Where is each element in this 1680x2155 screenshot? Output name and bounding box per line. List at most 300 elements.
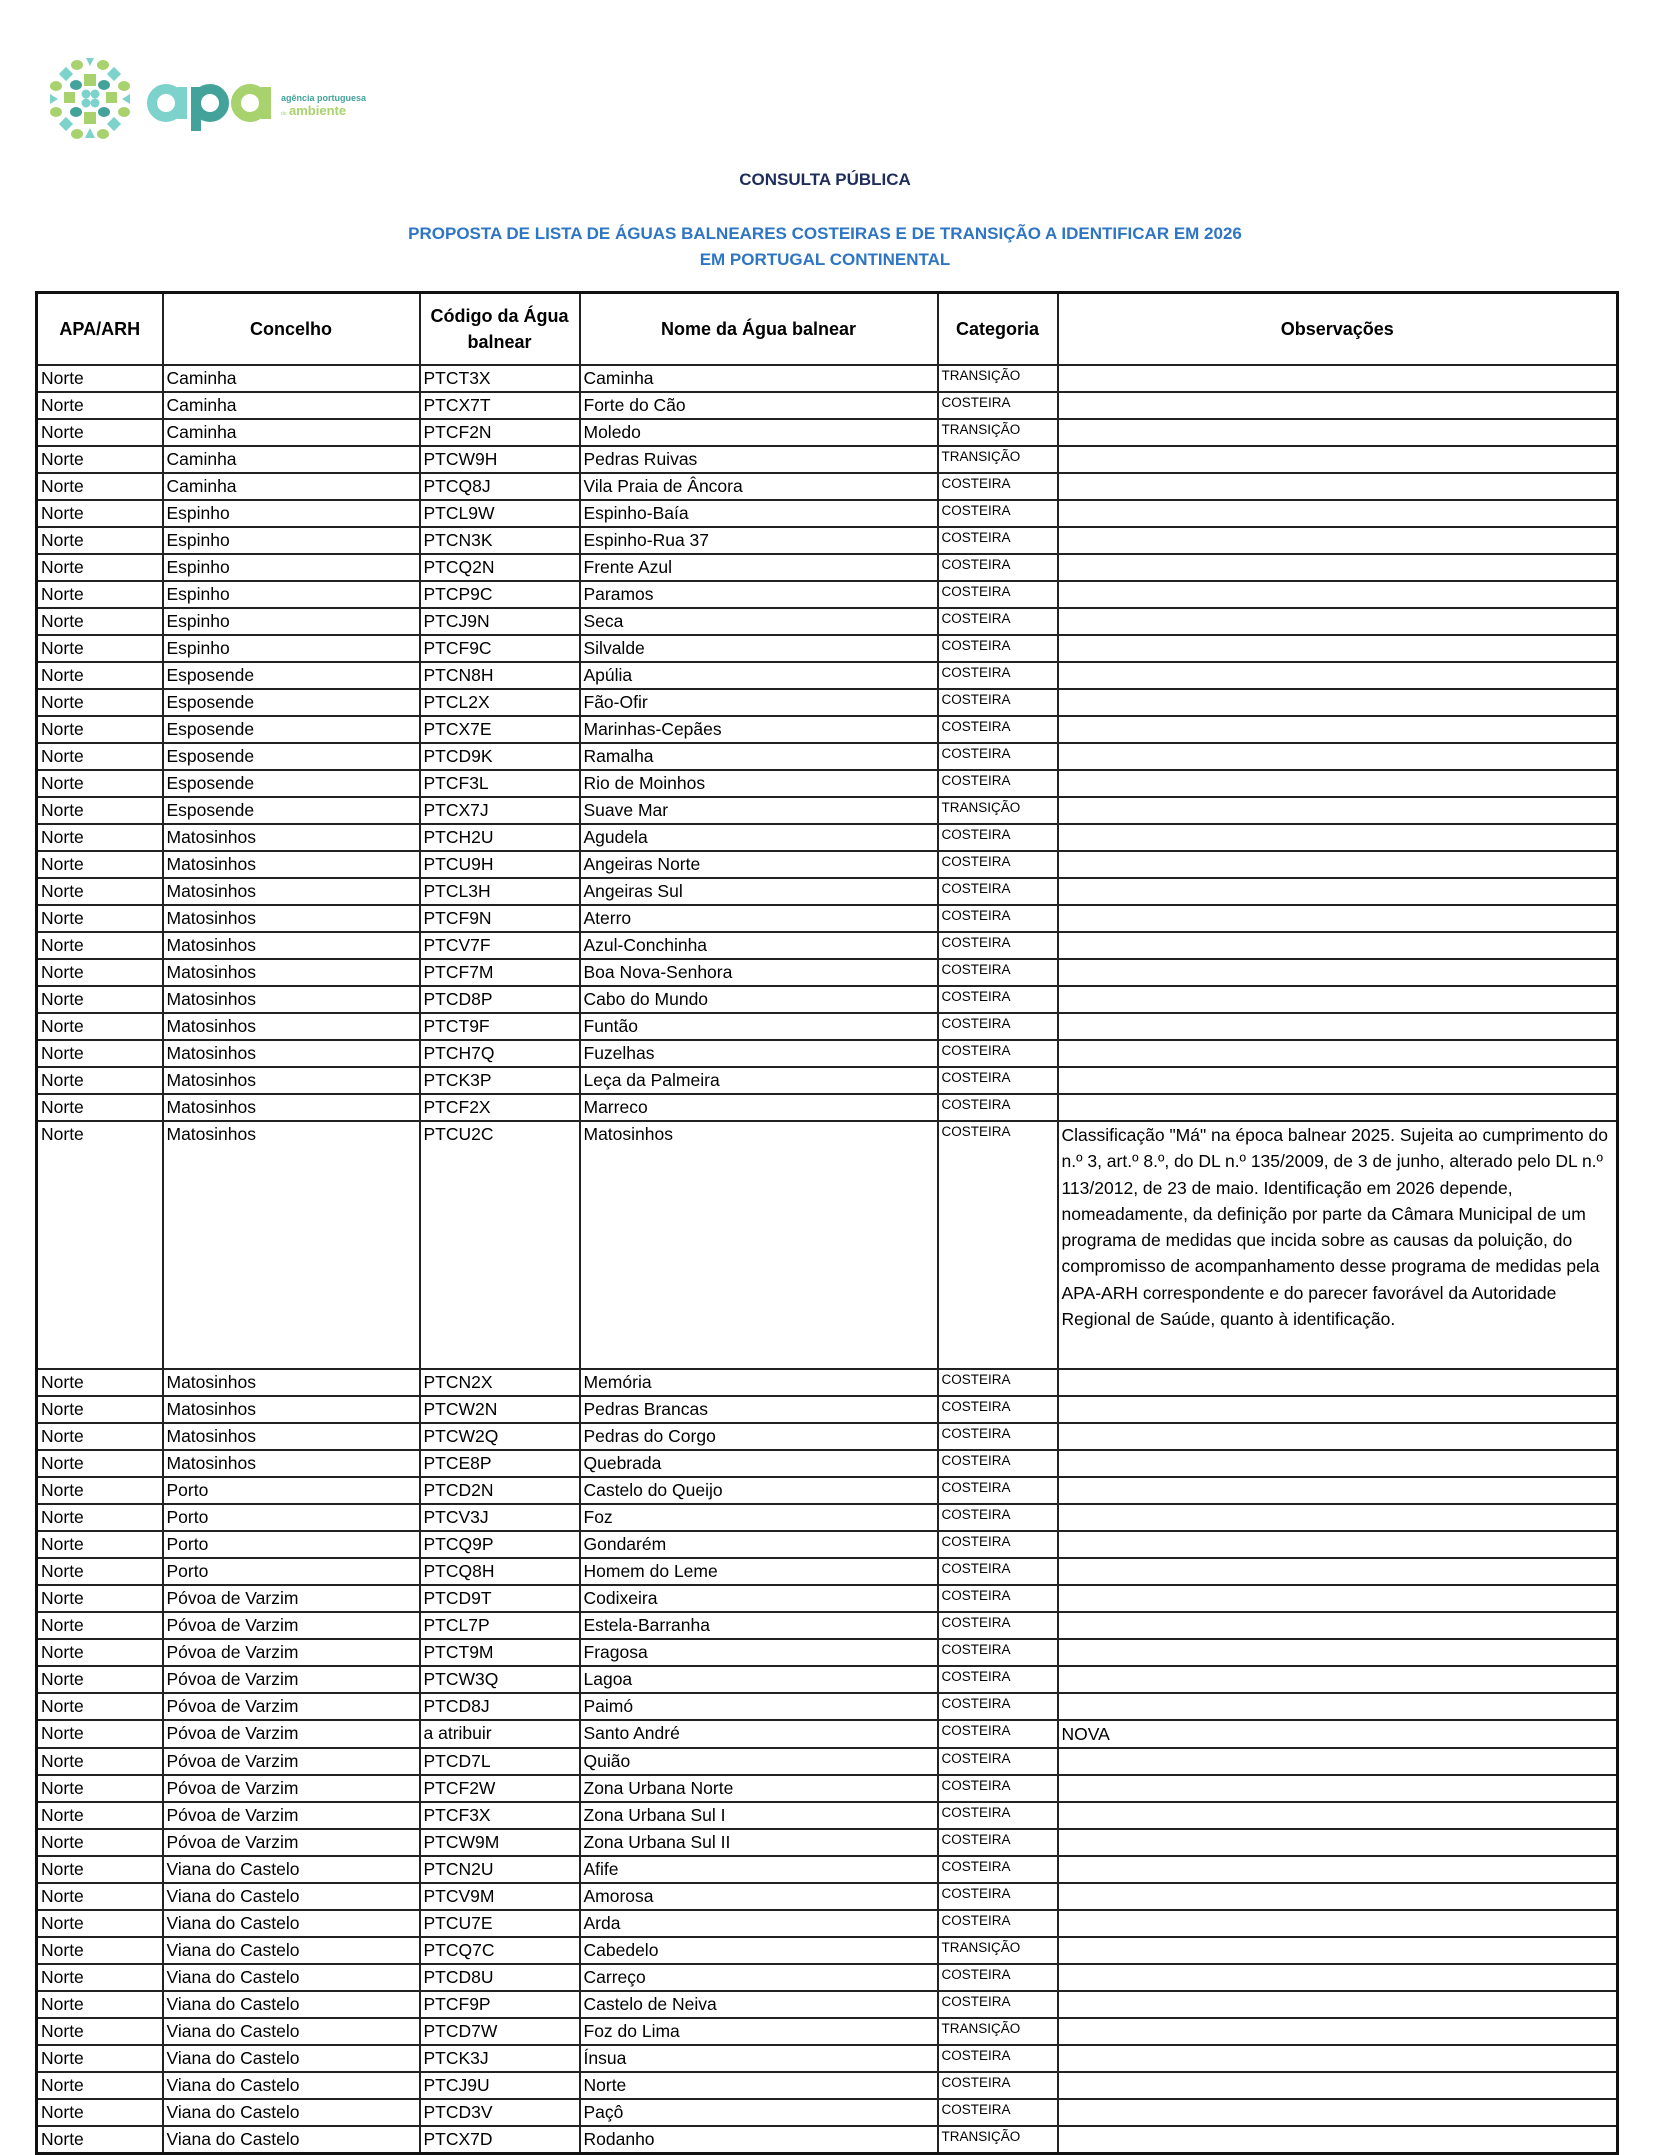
cell-concelho: Póvoa de Varzim — [163, 1693, 420, 1720]
cell-categoria: COSTEIRA — [938, 1964, 1058, 1991]
cell-categoria: COSTEIRA — [938, 770, 1058, 797]
cell-codigo: PTCJ9N — [420, 608, 580, 635]
cell-codigo: PTCL2X — [420, 689, 580, 716]
cell-concelho: Matosinhos — [163, 1040, 420, 1067]
table-row — [37, 878, 1618, 905]
cell-nome: Angeiras Sul — [580, 878, 938, 905]
cell-observacoes — [1058, 986, 1618, 1013]
cell-concelho: Viana do Castelo — [163, 1910, 420, 1937]
cell-concelho: Matosinhos — [163, 932, 420, 959]
cell-nome: Arda — [580, 1910, 938, 1937]
cell-categoria: COSTEIRA — [938, 716, 1058, 743]
column-header-nome: Nome da Água balnear — [580, 293, 938, 366]
cell-nome: Estela-Barranha — [580, 1612, 938, 1639]
cell-concelho: Caminha — [163, 365, 420, 392]
cell-apa-arh: Norte — [37, 851, 163, 878]
cell-categoria: COSTEIRA — [938, 2099, 1058, 2126]
cell-categoria: COSTEIRA — [938, 1802, 1058, 1829]
cell-concelho: Porto — [163, 1558, 420, 1585]
svg-text:ambiente: ambiente — [289, 103, 347, 118]
table-row — [37, 1450, 1618, 1477]
cell-observacoes — [1058, 716, 1618, 743]
cell-apa-arh: Norte — [37, 2018, 163, 2045]
cell-nome: Zona Urbana Sul II — [580, 1829, 938, 1856]
cell-apa-arh: Norte — [37, 527, 163, 554]
cell-categoria: COSTEIRA — [938, 662, 1058, 689]
cell-apa-arh: Norte — [37, 1067, 163, 1094]
cell-codigo: PTCQ7C — [420, 1937, 580, 1964]
table-row — [37, 851, 1618, 878]
cell-observacoes — [1058, 1829, 1618, 1856]
table-row — [37, 905, 1618, 932]
table-row — [37, 1585, 1618, 1612]
cell-apa-arh: Norte — [37, 635, 163, 662]
cell-categoria: COSTEIRA — [938, 500, 1058, 527]
cell-categoria: COSTEIRA — [938, 1067, 1058, 1094]
cell-concelho: Póvoa de Varzim — [163, 1748, 420, 1775]
cell-codigo: PTCQ2N — [420, 554, 580, 581]
page-title: CONSULTA PÚBLICA — [739, 170, 911, 189]
cell-concelho: Porto — [163, 1477, 420, 1504]
cell-nome: Quebrada — [580, 1450, 938, 1477]
cell-categoria: COSTEIRA — [938, 1720, 1058, 1748]
cell-apa-arh: Norte — [37, 1396, 163, 1423]
cell-nome: Seca — [580, 608, 938, 635]
table-row — [37, 1013, 1618, 1040]
table-row — [37, 1477, 1618, 1504]
cell-observacoes — [1058, 1477, 1618, 1504]
cell-observacoes — [1058, 2126, 1618, 2154]
cell-concelho: Matosinhos — [163, 878, 420, 905]
cell-apa-arh: Norte — [37, 554, 163, 581]
cell-observacoes — [1058, 689, 1618, 716]
cell-concelho: Matosinhos — [163, 824, 420, 851]
cell-codigo: PTCF9P — [420, 1991, 580, 2018]
cell-nome: Amorosa — [580, 1883, 938, 1910]
cell-apa-arh: Norte — [37, 1666, 163, 1693]
table-row — [37, 1531, 1618, 1558]
cell-observacoes — [1058, 1585, 1618, 1612]
table-row — [37, 635, 1618, 662]
cell-observacoes — [1058, 1748, 1618, 1775]
cell-observacoes — [1058, 959, 1618, 986]
cell-nome: Gondarém — [580, 1531, 938, 1558]
cell-codigo: PTCW3Q — [420, 1666, 580, 1693]
cell-concelho: Matosinhos — [163, 1423, 420, 1450]
cell-codigo: PTCF2X — [420, 1094, 580, 1121]
cell-observacoes: Classificação "Má" na época balnear 2025. Sujeita ao cumprimento do n.º 3, art.º 8.º, do DL n.º 135/2009, de 3 de junho, alterado pelo DL n.º 113/2012, de 23 de maio. Identificação em 2026 depende, nomeadamente, da definição por parte da Câmara Municipal de um programa de medidas que incida sobre as causas da poluição, do compromisso de acompanhamento desse programa de medidas pela APA-ARH correspondente e do parecer favorável da Autoridade Regional de Saúde, quanto à identificação. — [1058, 1121, 1618, 1369]
cell-concelho: Espinho — [163, 635, 420, 662]
cell-categoria: COSTEIRA — [938, 1856, 1058, 1883]
cell-categoria: COSTEIRA — [938, 554, 1058, 581]
cell-codigo: PTCF9N — [420, 905, 580, 932]
bathing-waters-table — [35, 291, 1619, 2155]
cell-apa-arh: Norte — [37, 2045, 163, 2072]
cell-apa-arh: Norte — [37, 1991, 163, 2018]
cell-observacoes — [1058, 1937, 1618, 1964]
cell-concelho: Póvoa de Varzim — [163, 1666, 420, 1693]
cell-observacoes — [1058, 2045, 1618, 2072]
cell-observacoes — [1058, 851, 1618, 878]
table-row — [37, 932, 1618, 959]
cell-concelho: Matosinhos — [163, 1094, 420, 1121]
cell-nome: Zona Urbana Sul I — [580, 1802, 938, 1829]
cell-apa-arh: Norte — [37, 1477, 163, 1504]
cell-apa-arh: Norte — [37, 770, 163, 797]
table-row — [37, 446, 1618, 473]
cell-categoria: COSTEIRA — [938, 878, 1058, 905]
cell-codigo: PTCX7T — [420, 392, 580, 419]
column-header-categoria: Categoria — [938, 293, 1058, 366]
cell-nome: Pedras do Corgo — [580, 1423, 938, 1450]
cell-categoria: COSTEIRA — [938, 527, 1058, 554]
cell-categoria: COSTEIRA — [938, 1369, 1058, 1396]
cell-apa-arh: Norte — [37, 959, 163, 986]
cell-observacoes — [1058, 527, 1618, 554]
cell-codigo: PTCN8H — [420, 662, 580, 689]
cell-apa-arh: Norte — [37, 1423, 163, 1450]
table-row — [37, 1802, 1618, 1829]
cell-apa-arh: Norte — [37, 878, 163, 905]
cell-observacoes — [1058, 365, 1618, 392]
cell-categoria: COSTEIRA — [938, 1883, 1058, 1910]
column-header-observacoes: Observações — [1058, 293, 1618, 366]
cell-apa-arh: Norte — [37, 1585, 163, 1612]
cell-codigo: PTCT9M — [420, 1639, 580, 1666]
table-row — [37, 1504, 1618, 1531]
cell-concelho: Porto — [163, 1531, 420, 1558]
table-row — [37, 392, 1618, 419]
cell-observacoes — [1058, 1964, 1618, 1991]
cell-concelho: Esposende — [163, 716, 420, 743]
cell-apa-arh: Norte — [37, 1720, 163, 1748]
table-row — [37, 1423, 1618, 1450]
page-subtitle — [0, 221, 1650, 273]
cell-nome: Cabedelo — [580, 1937, 938, 1964]
cell-codigo: PTCK3P — [420, 1067, 580, 1094]
cell-codigo: PTCX7J — [420, 797, 580, 824]
cell-categoria: COSTEIRA — [938, 1829, 1058, 1856]
cell-observacoes — [1058, 1067, 1618, 1094]
cell-observacoes — [1058, 1802, 1618, 1829]
table-row — [37, 797, 1618, 824]
cell-categoria: COSTEIRA — [938, 1612, 1058, 1639]
cell-categoria: COSTEIRA — [938, 1693, 1058, 1720]
cell-concelho: Viana do Castelo — [163, 2072, 420, 2099]
cell-categoria: TRANSIÇÃO — [938, 2126, 1058, 2154]
table-row — [37, 2045, 1618, 2072]
cell-apa-arh: Norte — [37, 662, 163, 689]
cell-codigo: PTCD8P — [420, 986, 580, 1013]
cell-apa-arh: Norte — [37, 1504, 163, 1531]
table-row — [37, 1121, 1618, 1369]
cell-concelho: Matosinhos — [163, 905, 420, 932]
cell-nome: Fuzelhas — [580, 1040, 938, 1067]
cell-codigo: PTCF3L — [420, 770, 580, 797]
cell-nome: Espinho-Rua 37 — [580, 527, 938, 554]
cell-observacoes — [1058, 1013, 1618, 1040]
cell-codigo: PTCF2N — [420, 419, 580, 446]
cell-codigo: PTCN3K — [420, 527, 580, 554]
cell-nome: Marinhas-Cepães — [580, 716, 938, 743]
cell-codigo: PTCF7M — [420, 959, 580, 986]
cell-codigo: PTCL3H — [420, 878, 580, 905]
cell-concelho: Viana do Castelo — [163, 2126, 420, 2154]
cell-concelho: Matosinhos — [163, 1013, 420, 1040]
svg-text:agência portuguesa: agência portuguesa — [281, 93, 367, 103]
cell-nome: Cabo do Mundo — [580, 986, 938, 1013]
table-row — [37, 1639, 1618, 1666]
cell-observacoes — [1058, 581, 1618, 608]
cell-codigo: PTCW2N — [420, 1396, 580, 1423]
cell-concelho: Póvoa de Varzim — [163, 1585, 420, 1612]
cell-categoria: COSTEIRA — [938, 1040, 1058, 1067]
cell-concelho: Esposende — [163, 743, 420, 770]
table-row — [37, 608, 1618, 635]
table-row — [37, 581, 1618, 608]
cell-observacoes — [1058, 1666, 1618, 1693]
cell-apa-arh: Norte — [37, 500, 163, 527]
cell-concelho: Póvoa de Varzim — [163, 1612, 420, 1639]
cell-apa-arh: Norte — [37, 1121, 163, 1369]
cell-nome: Paçô — [580, 2099, 938, 2126]
cell-observacoes — [1058, 2018, 1618, 2045]
cell-observacoes: NOVA — [1058, 1720, 1618, 1748]
cell-concelho: Espinho — [163, 554, 420, 581]
table-row — [37, 1964, 1618, 1991]
cell-categoria: COSTEIRA — [938, 1910, 1058, 1937]
cell-concelho: Póvoa de Varzim — [163, 1775, 420, 1802]
cell-observacoes — [1058, 1693, 1618, 1720]
cell-observacoes — [1058, 1094, 1618, 1121]
cell-apa-arh: Norte — [37, 986, 163, 1013]
cell-observacoes — [1058, 446, 1618, 473]
cell-nome: Afife — [580, 1856, 938, 1883]
table-row — [37, 527, 1618, 554]
cell-codigo: PTCU7E — [420, 1910, 580, 1937]
cell-concelho: Viana do Castelo — [163, 2045, 420, 2072]
cell-categoria: COSTEIRA — [938, 1585, 1058, 1612]
cell-nome: Silvalde — [580, 635, 938, 662]
cell-codigo: PTCD2N — [420, 1477, 580, 1504]
cell-codigo: PTCN2U — [420, 1856, 580, 1883]
cell-categoria: COSTEIRA — [938, 851, 1058, 878]
cell-nome: Codixeira — [580, 1585, 938, 1612]
cell-codigo: PTCV3J — [420, 1504, 580, 1531]
cell-nome: Castelo do Queijo — [580, 1477, 938, 1504]
cell-categoria: TRANSIÇÃO — [938, 797, 1058, 824]
table-row — [37, 2099, 1618, 2126]
cell-apa-arh: Norte — [37, 392, 163, 419]
table-row — [37, 1693, 1618, 1720]
cell-nome: Foz do Lima — [580, 2018, 938, 2045]
cell-observacoes — [1058, 1369, 1618, 1396]
cell-codigo: PTCJ9U — [420, 2072, 580, 2099]
cell-apa-arh: Norte — [37, 1612, 163, 1639]
table-row — [37, 824, 1618, 851]
table-row — [37, 2018, 1618, 2045]
cell-observacoes — [1058, 1504, 1618, 1531]
cell-codigo: PTCH7Q — [420, 1040, 580, 1067]
cell-codigo: PTCQ9P — [420, 1531, 580, 1558]
table-row — [37, 1666, 1618, 1693]
cell-categoria: TRANSIÇÃO — [938, 446, 1058, 473]
cell-concelho: Viana do Castelo — [163, 2099, 420, 2126]
cell-apa-arh: Norte — [37, 905, 163, 932]
subtitle-line-2: EM PORTUGAL CONTINENTAL — [699, 250, 951, 269]
cell-nome: Norte — [580, 2072, 938, 2099]
cell-nome: Angeiras Norte — [580, 851, 938, 878]
cell-concelho: Viana do Castelo — [163, 1883, 420, 1910]
table-row — [37, 1910, 1618, 1937]
cell-observacoes — [1058, 635, 1618, 662]
cell-codigo: PTCD8U — [420, 1964, 580, 1991]
cell-apa-arh: Norte — [37, 743, 163, 770]
cell-observacoes — [1058, 608, 1618, 635]
cell-categoria: COSTEIRA — [938, 689, 1058, 716]
cell-apa-arh: Norte — [37, 581, 163, 608]
cell-apa-arh: Norte — [37, 446, 163, 473]
cell-nome: Azul-Conchinha — [580, 932, 938, 959]
cell-codigo: PTCL7P — [420, 1612, 580, 1639]
cell-observacoes — [1058, 392, 1618, 419]
cell-categoria: COSTEIRA — [938, 1639, 1058, 1666]
cell-categoria: COSTEIRA — [938, 2072, 1058, 2099]
table-row — [37, 1937, 1618, 1964]
cell-codigo: PTCL9W — [420, 500, 580, 527]
cell-codigo: PTCW2Q — [420, 1423, 580, 1450]
cell-categoria: COSTEIRA — [938, 1121, 1058, 1369]
cell-apa-arh: Norte — [37, 365, 163, 392]
table-row — [37, 1369, 1618, 1396]
cell-categoria: TRANSIÇÃO — [938, 1937, 1058, 1964]
cell-apa-arh: Norte — [37, 1775, 163, 1802]
cell-concelho: Viana do Castelo — [163, 2018, 420, 2045]
cell-categoria: COSTEIRA — [938, 1450, 1058, 1477]
cell-codigo: PTCN2X — [420, 1369, 580, 1396]
cell-codigo: PTCD9T — [420, 1585, 580, 1612]
cell-nome: Lagoa — [580, 1666, 938, 1693]
cell-codigo: PTCV9M — [420, 1883, 580, 1910]
cell-codigo: PTCF9C — [420, 635, 580, 662]
apa-logo-icon — [48, 58, 368, 148]
cell-observacoes — [1058, 1856, 1618, 1883]
cell-nome: Foz — [580, 1504, 938, 1531]
cell-observacoes — [1058, 797, 1618, 824]
column-header-apa-arh: APA/ARH — [37, 293, 163, 366]
cell-apa-arh: Norte — [37, 1693, 163, 1720]
cell-concelho: Póvoa de Varzim — [163, 1639, 420, 1666]
cell-observacoes — [1058, 1991, 1618, 2018]
table-row — [37, 1040, 1618, 1067]
cell-apa-arh: Norte — [37, 473, 163, 500]
cell-nome: Aterro — [580, 905, 938, 932]
cell-codigo: PTCT9F — [420, 1013, 580, 1040]
table-row — [37, 986, 1618, 1013]
table-row — [37, 554, 1618, 581]
cell-nome: Caminha — [580, 365, 938, 392]
cell-apa-arh: Norte — [37, 1094, 163, 1121]
cell-concelho: Póvoa de Varzim — [163, 1829, 420, 1856]
cell-concelho: Matosinhos — [163, 851, 420, 878]
cell-concelho: Viana do Castelo — [163, 1856, 420, 1883]
cell-concelho: Matosinhos — [163, 986, 420, 1013]
cell-nome: Santo André — [580, 1720, 938, 1748]
cell-observacoes — [1058, 1639, 1618, 1666]
cell-codigo: PTCX7E — [420, 716, 580, 743]
cell-apa-arh: Norte — [37, 1531, 163, 1558]
cell-apa-arh: Norte — [37, 2126, 163, 2154]
cell-concelho: Espinho — [163, 581, 420, 608]
cell-observacoes — [1058, 2099, 1618, 2126]
cell-nome: Ramalha — [580, 743, 938, 770]
cell-concelho: Caminha — [163, 392, 420, 419]
table-row — [37, 1720, 1618, 1748]
table-row — [37, 1991, 1618, 2018]
cell-observacoes — [1058, 500, 1618, 527]
cell-nome: Paimó — [580, 1693, 938, 1720]
table-row — [37, 2072, 1618, 2099]
cell-observacoes — [1058, 419, 1618, 446]
table-row — [37, 689, 1618, 716]
cell-nome: Zona Urbana Norte — [580, 1775, 938, 1802]
cell-concelho: Caminha — [163, 446, 420, 473]
cell-codigo: PTCD3V — [420, 2099, 580, 2126]
cell-codigo: PTCW9M — [420, 1829, 580, 1856]
table-row — [37, 365, 1618, 392]
cell-observacoes — [1058, 1040, 1618, 1067]
cell-codigo: a atribuir — [420, 1720, 580, 1748]
cell-concelho: Espinho — [163, 500, 420, 527]
cell-categoria: COSTEIRA — [938, 1748, 1058, 1775]
cell-nome: Fão-Ofir — [580, 689, 938, 716]
table-row — [37, 959, 1618, 986]
cell-observacoes — [1058, 770, 1618, 797]
cell-apa-arh: Norte — [37, 824, 163, 851]
cell-nome: Memória — [580, 1369, 938, 1396]
cell-apa-arh: Norte — [37, 1937, 163, 1964]
cell-observacoes — [1058, 554, 1618, 581]
cell-nome: Moledo — [580, 419, 938, 446]
cell-categoria: COSTEIRA — [938, 1396, 1058, 1423]
table-row — [37, 1856, 1618, 1883]
table-header-row — [37, 293, 1618, 366]
cell-observacoes — [1058, 1423, 1618, 1450]
cell-categoria: COSTEIRA — [938, 1666, 1058, 1693]
cell-codigo: PTCH2U — [420, 824, 580, 851]
table-row — [37, 1094, 1618, 1121]
cell-codigo: PTCE8P — [420, 1450, 580, 1477]
cell-codigo: PTCW9H — [420, 446, 580, 473]
cell-apa-arh: Norte — [37, 2099, 163, 2126]
cell-codigo: PTCU9H — [420, 851, 580, 878]
table-row — [37, 1883, 1618, 1910]
column-header-concelho: Concelho — [163, 293, 420, 366]
cell-categoria: COSTEIRA — [938, 1558, 1058, 1585]
cell-categoria: TRANSIÇÃO — [938, 419, 1058, 446]
cell-observacoes — [1058, 2072, 1618, 2099]
cell-concelho: Viana do Castelo — [163, 1964, 420, 1991]
cell-observacoes — [1058, 1910, 1618, 1937]
cell-observacoes — [1058, 1558, 1618, 1585]
cell-observacoes — [1058, 1883, 1618, 1910]
column-header-codigo: Código da Água balnear — [420, 293, 580, 366]
cell-nome: Suave Mar — [580, 797, 938, 824]
table-row — [37, 743, 1618, 770]
cell-codigo: PTCD7W — [420, 2018, 580, 2045]
cell-apa-arh: Norte — [37, 2072, 163, 2099]
cell-apa-arh: Norte — [37, 1040, 163, 1067]
